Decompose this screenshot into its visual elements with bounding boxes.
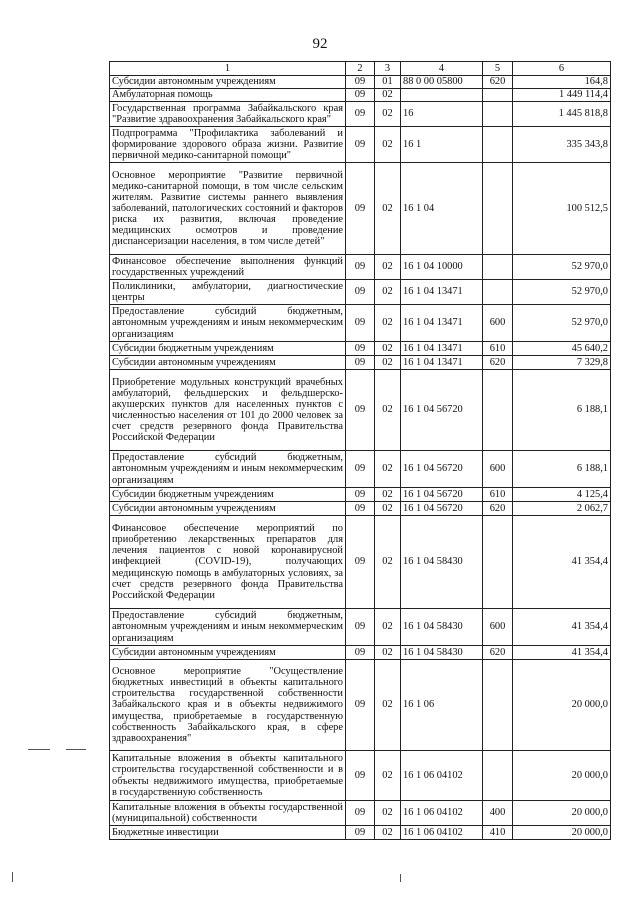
table-row — [110, 370, 611, 451]
row-name: Поликлиники, амбулатории, диагностические центры — [110, 280, 346, 305]
row-section: 09 — [346, 488, 375, 502]
row-name: Капитальные вложения в объекты государственной (муниципальной) собственности — [110, 801, 346, 826]
row-expense-type — [483, 89, 513, 102]
header-name: 1 — [110, 62, 346, 76]
row-expense-type: 600 — [483, 305, 513, 342]
table-row — [110, 255, 611, 280]
row-subsection: 02 — [375, 488, 401, 502]
row-amount: 52 970,0 — [513, 280, 611, 305]
table-row — [110, 76, 611, 89]
row-subsection: 01 — [375, 76, 401, 89]
row-target-article: 16 1 04 56720 — [401, 488, 483, 502]
row-subsection: 02 — [375, 660, 401, 751]
row-section: 09 — [346, 163, 375, 255]
row-subsection: 02 — [375, 127, 401, 163]
row-section: 09 — [346, 370, 375, 451]
row-name: Капитальные вложения в объекты капитального строительства государственной собственности и в объекты недвижимого имущества, приобретаемые в государственную собственность — [110, 751, 346, 801]
row-amount: 41 354,4 — [513, 646, 611, 660]
row-name: Основное мероприятие "Осуществление бюджетных инвестиций в объекты капитального строительства государственной собственности Забайкальского края и в объекты недвижимого имущества, приобретаемые в государственную собственность Забайкальского края, в сфере здравоохранения" — [110, 660, 346, 751]
table-row — [110, 801, 611, 826]
row-subsection: 02 — [375, 370, 401, 451]
row-expense-type — [483, 255, 513, 280]
table-header-row — [110, 62, 611, 76]
row-expense-type: 600 — [483, 451, 513, 488]
row-subsection: 02 — [375, 609, 401, 646]
row-amount: 20 000,0 — [513, 751, 611, 801]
row-target-article: 16 1 04 58430 — [401, 516, 483, 609]
row-subsection: 02 — [375, 451, 401, 488]
row-subsection: 02 — [375, 89, 401, 102]
row-name: Предоставление субсидий бюджетным, автономным учреждениям и иным некоммерческим организациям — [110, 305, 346, 342]
row-expense-type — [483, 751, 513, 801]
row-subsection: 02 — [375, 280, 401, 305]
row-expense-type: 600 — [483, 609, 513, 646]
row-section: 09 — [346, 102, 375, 127]
table-row — [110, 646, 611, 660]
row-section: 09 — [346, 609, 375, 646]
row-name: Субсидии автономным учреждениям — [110, 76, 346, 89]
row-target-article: 16 1 04 56720 — [401, 451, 483, 488]
header-expense-type: 5 — [483, 62, 513, 76]
row-expense-type — [483, 516, 513, 609]
header-subsection: 3 — [375, 62, 401, 76]
table-row — [110, 609, 611, 646]
row-amount: 52 970,0 — [513, 305, 611, 342]
row-expense-type: 610 — [483, 342, 513, 356]
row-name: Субсидии бюджетным учреждениям — [110, 488, 346, 502]
header-amount: 6 — [513, 62, 611, 76]
row-amount: 45 640,2 — [513, 342, 611, 356]
row-amount: 41 354,4 — [513, 516, 611, 609]
row-target-article: 16 1 04 13471 — [401, 305, 483, 342]
row-subsection: 02 — [375, 163, 401, 255]
row-target-article: 16 1 06 04102 — [401, 801, 483, 826]
table-row — [110, 127, 611, 163]
row-section: 09 — [346, 305, 375, 342]
table-row — [110, 516, 611, 609]
row-section: 09 — [346, 451, 375, 488]
row-expense-type: 410 — [483, 826, 513, 840]
row-name: Приобретение модульных конструкций врачебных амбулаторий, фельдшерских и фельдшерско-акушерских пунктов для населенных пунктов с численностью населения от 101 до 2000 человек за счет средств резервного фонда Правительства Российской Федерации — [110, 370, 346, 451]
row-target-article: 16 1 04 13471 — [401, 342, 483, 356]
table-body — [110, 76, 611, 840]
table-row — [110, 102, 611, 127]
row-section: 09 — [346, 280, 375, 305]
row-expense-type — [483, 102, 513, 127]
row-amount: 100 512,5 — [513, 163, 611, 255]
row-expense-type: 620 — [483, 356, 513, 370]
row-amount: 7 329,8 — [513, 356, 611, 370]
row-section: 09 — [346, 356, 375, 370]
row-target-article: 16 1 04 58430 — [401, 646, 483, 660]
table-row — [110, 826, 611, 840]
row-name: Предоставление субсидий бюджетным, автономным учреждениям и иным некоммерческим организациям — [110, 609, 346, 646]
row-expense-type — [483, 370, 513, 451]
row-amount: 20 000,0 — [513, 801, 611, 826]
row-amount: 20 000,0 — [513, 826, 611, 840]
row-name: Бюджетные инвестиции — [110, 826, 346, 840]
row-name: Финансовое обеспечение выполнения функций государственных учреждений — [110, 255, 346, 280]
row-expense-type: 620 — [483, 502, 513, 516]
row-subsection: 02 — [375, 826, 401, 840]
row-amount: 6 188,1 — [513, 370, 611, 451]
row-target-article: 16 1 04 56720 — [401, 502, 483, 516]
row-subsection: 02 — [375, 502, 401, 516]
row-name: Финансовое обеспечение мероприятий по приобретению лекарственных препаратов для лечения пациентов с новой коронавирусной инфекцией (COVID-19), получающих медицинскую помощь в амбулаторных условиях, за счет средств резервного фонда Правительства Российской Федерации — [110, 516, 346, 609]
row-name: Субсидии автономным учреждениям — [110, 356, 346, 370]
row-target-article: 16 1 — [401, 127, 483, 163]
scan-mark-bottom-2 — [400, 874, 401, 882]
row-amount: 335 343,8 — [513, 127, 611, 163]
row-target-article: 16 1 06 04102 — [401, 751, 483, 801]
header-target-article: 4 — [401, 62, 483, 76]
row-amount: 4 125,4 — [513, 488, 611, 502]
row-amount: 164,8 — [513, 76, 611, 89]
table-row — [110, 305, 611, 342]
table-row — [110, 451, 611, 488]
row-section: 09 — [346, 502, 375, 516]
row-section: 09 — [346, 89, 375, 102]
row-expense-type — [483, 660, 513, 751]
budget-table — [109, 61, 611, 840]
row-section: 09 — [346, 660, 375, 751]
table-row — [110, 163, 611, 255]
row-target-article: 16 1 04 58430 — [401, 609, 483, 646]
row-section: 09 — [346, 646, 375, 660]
row-subsection: 02 — [375, 255, 401, 280]
row-target-article: 16 1 04 — [401, 163, 483, 255]
row-section: 09 — [346, 342, 375, 356]
row-subsection: 02 — [375, 646, 401, 660]
table-row — [110, 488, 611, 502]
row-name: Субсидии автономным учреждениям — [110, 646, 346, 660]
row-section: 09 — [346, 516, 375, 609]
row-expense-type: 620 — [483, 646, 513, 660]
row-name: Государственная программа Забайкальского края "Развитие здравоохранения Забайкальского края" — [110, 102, 346, 127]
row-expense-type: 620 — [483, 76, 513, 89]
table-row — [110, 502, 611, 516]
row-name: Амбулаторная помощь — [110, 89, 346, 102]
row-target-article: 16 — [401, 102, 483, 127]
table-row — [110, 660, 611, 751]
row-name: Основное мероприятие "Развитие первичной медико-санитарной помощи, в том числе сельским жителям. Развитие системы раннего выявления заболеваний, патологических состояний и факторов риска их развития, включая проведение медицинских осмотров и проведение диспансеризации населения, в том числе детей" — [110, 163, 346, 255]
row-section: 09 — [346, 255, 375, 280]
row-section: 09 — [346, 76, 375, 89]
row-name: Субсидии автономным учреждениям — [110, 502, 346, 516]
row-amount: 2 062,7 — [513, 502, 611, 516]
row-subsection: 02 — [375, 356, 401, 370]
row-subsection: 02 — [375, 342, 401, 356]
table-row — [110, 89, 611, 102]
row-name: Предоставление субсидий бюджетным, автономным учреждениям и иным некоммерческим организациям — [110, 451, 346, 488]
page-number: 92 — [312, 36, 328, 52]
row-section: 09 — [346, 127, 375, 163]
table-row — [110, 356, 611, 370]
table-row — [110, 342, 611, 356]
row-target-article: 16 1 06 — [401, 660, 483, 751]
row-section: 09 — [346, 751, 375, 801]
row-amount: 6 188,1 — [513, 451, 611, 488]
row-subsection: 02 — [375, 751, 401, 801]
row-expense-type — [483, 127, 513, 163]
row-amount: 41 354,4 — [513, 609, 611, 646]
row-expense-type — [483, 163, 513, 255]
row-target-article: 16 1 06 04102 — [401, 826, 483, 840]
row-expense-type: 400 — [483, 801, 513, 826]
row-section: 09 — [346, 826, 375, 840]
row-subsection: 02 — [375, 102, 401, 127]
row-amount: 1 445 818,8 — [513, 102, 611, 127]
row-amount: 1 449 114,4 — [513, 89, 611, 102]
row-name: Подпрограмма "Профилактика заболеваний и формирование здорового образа жизни. Развитие первичной медико-санитарной помощи" — [110, 127, 346, 163]
scan-mark-left — [28, 749, 50, 750]
row-target-article: 16 1 04 10000 — [401, 255, 483, 280]
row-subsection: 02 — [375, 516, 401, 609]
row-target-article: 16 1 04 56720 — [401, 370, 483, 451]
row-amount: 52 970,0 — [513, 255, 611, 280]
scan-mark-left-2 — [66, 749, 86, 750]
table-row — [110, 751, 611, 801]
row-subsection: 02 — [375, 801, 401, 826]
row-name: Субсидии бюджетным учреждениям — [110, 342, 346, 356]
row-target-article: 88 0 00 05800 — [401, 76, 483, 89]
row-target-article: 16 1 04 13471 — [401, 280, 483, 305]
row-section: 09 — [346, 801, 375, 826]
row-amount: 20 000,0 — [513, 660, 611, 751]
row-target-article: 16 1 04 13471 — [401, 356, 483, 370]
row-expense-type: 610 — [483, 488, 513, 502]
row-subsection: 02 — [375, 305, 401, 342]
row-target-article — [401, 89, 483, 102]
scan-mark-bottom — [12, 872, 13, 882]
header-section: 2 — [346, 62, 375, 76]
table-row — [110, 280, 611, 305]
row-expense-type — [483, 280, 513, 305]
